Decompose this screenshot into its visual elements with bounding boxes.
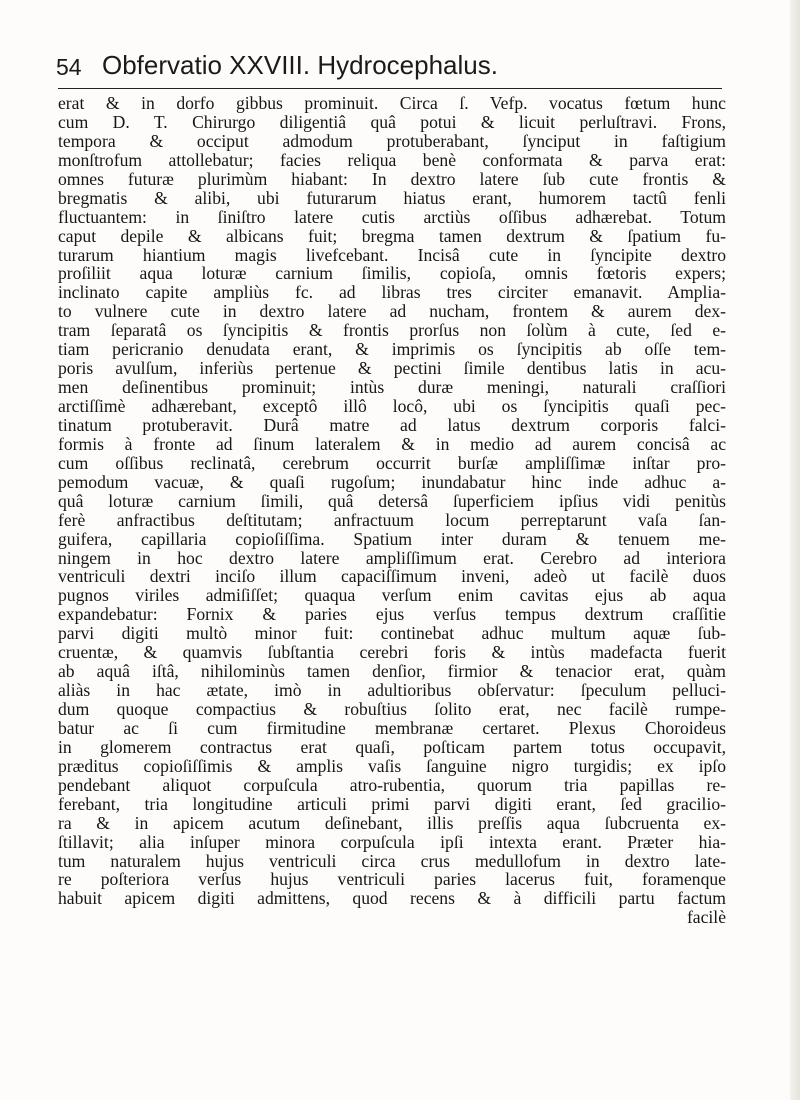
text-line: tinatum protuberavit. Durâ matre ad latus dextrum corporis falci-: [58, 414, 726, 435]
text-line: bregmatis & alibi, ubi futurarum hiatus erant, humorem tactû fenli: [58, 187, 726, 208]
text-line: ferè anfractibus deſtitutam; anfractuum locum perreptarunt vaſa ſan-: [58, 509, 726, 530]
header-rule: [58, 88, 722, 89]
running-title: Obfervatio XXVIII. Hydrocephalus.: [102, 50, 498, 80]
text-line: cum oſſibus reclinatâ, cerebrum occurrit burſæ ampliſſimæ inſtar pro-: [58, 452, 726, 473]
page-edge: [790, 0, 800, 1100]
text-line: ab aquâ iſtâ, nihilominùs tamen denſior, firmior & tenacior erat, quàm: [58, 661, 726, 682]
text-line: parvi digiti multò minor fuit: continebat adhuc multum aquæ ſub-: [58, 623, 726, 644]
text-line: pendebant aliquot corpuſcula atro-rubentia, quorum tria papillas re-: [58, 774, 726, 795]
text-line: ningem in hoc dextro latere ampliſſimum erat. Cerebro ad interiora: [58, 547, 726, 568]
text-line: men deſinentibus prominuit; intùs duræ meningi, naturali craſſiori: [58, 377, 726, 398]
text-line: erat & in dorfo gibbus prominuit. Circa ſ. Vefp. vocatus fœtum hunc: [58, 93, 726, 113]
text-line: pemodum vacuæ, & quaſi rugoſum; inundabatur hinc inde adhuc a-: [58, 471, 726, 492]
page-header: [56, 50, 720, 90]
text-line: ſtillavit; alia inſuper minora corpuſcula ipſi intexta erant. Præter hia-: [58, 831, 726, 852]
text-line: aliàs in hac ætate, imò in adultioribus obſervatur: ſpeculum pelluci-: [58, 680, 726, 701]
text-line: cruentæ, & quamvis ſubſtantia cerebri foris & intùs madefacta fuerit: [58, 642, 726, 663]
text-line: tram ſeparatâ os ſyncipitis & frontis prorſus non ſolùm à cute, ſed e-: [58, 320, 726, 341]
text-line: poris avulſum, inferiùs pertenue & pectini ſimile dentibus latis in acu-: [58, 358, 726, 379]
text-line: batur ac ſi cum firmitudine membranæ certaret. Plexus Choroideus: [58, 717, 726, 738]
text-line: to vulnere cute in dextro latere ad nucham, frontem & aurem dex-: [58, 301, 726, 322]
text-line: tum naturalem hujus ventriculi circa crus medullofum in dextro late-: [58, 850, 726, 871]
text-line: fluctuantem: in ſiniſtro latere cutis arctiùs oſſibus adhærebat. Totum: [58, 206, 726, 227]
text-line: arctiſſimè adhærebant, exceptô illô locô, ubi os ſyncipitis quaſi pec-: [58, 396, 726, 416]
text-line: caput depile & albicans fuit; bregma tamen dextrum & ſpatium fu-: [58, 225, 726, 246]
text-line: habuit apicem digiti admittens, quod recens & à difficili partu factum: [58, 888, 726, 909]
text-line: tiam pericranio denudata erant, & imprimis os ſyncipitis ab oſſe tem-: [58, 339, 726, 360]
text-line: formis à fronte ad ſinum lateralem & in medio ad aurem concisâ ac: [58, 433, 726, 454]
text-line: in glomerem contractus erat quaſi, poſticam partem totus occupavit,: [58, 736, 726, 757]
text-line: ra & in apicem acutum deſinebant, illis preſſis aqua ſubcruenta ex-: [58, 812, 726, 833]
text-line: pugnos viriles admiſiſſet; quaqua verſum enim cavitas ejus ab aqua: [58, 585, 726, 606]
text-line: præditus copioſiſſimis & amplis vaſis ſanguine nigro turgidis; ex ipſo: [58, 755, 726, 776]
text-line: omnes futuræ plurimùm hiabant: In dextro latere ſub cute frontis &: [58, 168, 726, 189]
text-line: expandebatur: Fornix & paries ejus verſus tempus dextrum craſſitie: [58, 604, 726, 625]
catchword: facilè: [686, 907, 726, 928]
text-line: ferebant, tria longitudine articuli primi parvi digiti erant, ſed gracilio-: [58, 793, 726, 814]
text-line: turarum hiantium magis livefcebant. Incisâ cute in ſyncipite dextro: [58, 244, 726, 265]
text-line: tempora & occiput admodum protuberabant, ſynciput in faſtigium: [58, 130, 726, 151]
text-line: inclinato capite ampliùs fc. ad libras tres circiter emanavit. Amplia-: [58, 282, 726, 303]
text-line: guifera, capillaria copioſiſſima. Spatium inter duram & tenuem me-: [58, 528, 726, 549]
text-line: re poſteriora verſus hujus ventriculi paries lacerus fuit, foramenque: [58, 869, 726, 890]
body-text: [58, 94, 726, 927]
text-line: cum D. T. Chirurgo diligentiâ quâ potui & licuit perluſtravi. Frons,: [58, 111, 726, 132]
text-line: monſtrofum attollebatur; facies reliqua benè conformata & parva erat:: [58, 149, 726, 170]
text-line: dum quoque compactius & robuſtius ſolito erat, nec facilè rumpe-: [58, 699, 726, 719]
page-number: 54: [56, 54, 82, 80]
text-line: proſiliit aqua loturæ carnium ſimilis, copioſa, omnis fœtoris expers;: [58, 263, 726, 284]
text-line: quâ loturæ carnium ſimili, quâ detersâ ſuperficiem ipſius vidi penitùs: [58, 490, 726, 511]
text-line: ventriculi dextri inciſo illum capaciſſimum inveni, adeò ut facilè duos: [58, 566, 726, 587]
